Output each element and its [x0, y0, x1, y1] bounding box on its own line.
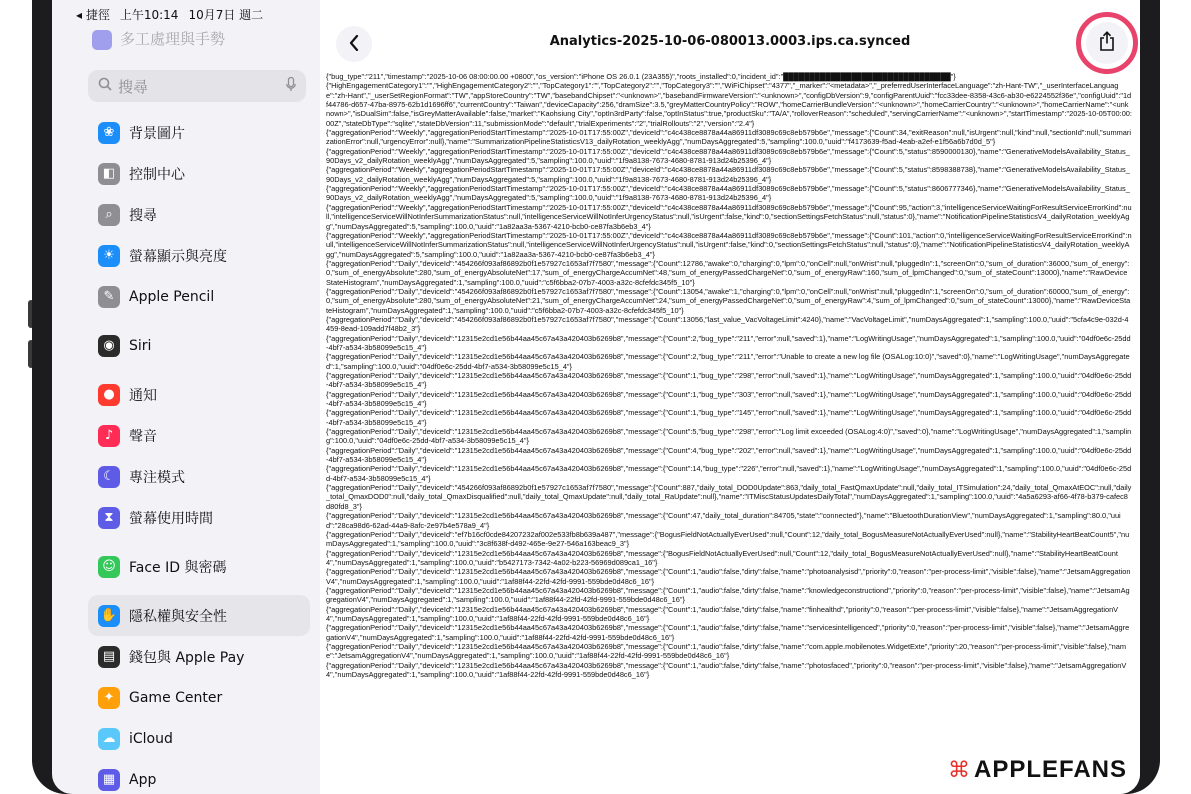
pencil-icon: ✎	[98, 286, 120, 308]
sidebar-item-face-id[interactable]	[88, 546, 310, 587]
log-line: {"aggregationPeriod":"Daily","deviceId":"12315e2cd1e56b44aa45c67a43a420403b6269b8","message":{"Count":1,"audio":false,"dirty":false,"name":"com.apple.mobilenotes.WidgetExte","priority":20,"reason":"per-process-limit","visible":false},"name":"JetsamAggregationV4","numDaysAggregated":1,"sampling":100.0,"uuid":"1af88f44-22fd-42fd-9991-559bde0d48c6_16"}	[326, 641, 1127, 661]
share-highlight-ring	[1076, 12, 1138, 74]
sidebar-item-notifications[interactable]	[88, 374, 310, 415]
sidebar-item-label: 螢幕顯示與亮度	[129, 248, 227, 265]
search-icon: ⌕	[98, 204, 120, 226]
log-line: {"aggregationPeriod":"Daily","deviceId":"12315e2cd1e56b44aa45c67a43a420403b6269b8","message":{"Count":1,"audio":false,"dirty":false,"name":"photoanalysisd","priority":0,"reason":"per-process-limit","visible":false},"name":"JetsamAggregationV4","numDaysAggregated":1,"sampling":100.0,"uuid":"1af88f44-22fd-42fd-9991-559bde0d48c6_16"}	[326, 567, 1131, 586]
watermark	[942, 754, 1133, 786]
log-line: {"aggregationPeriod":"Daily","deviceId":"12315e2cd1e56b44aa45c67a43a420403b6269b8","message":{"Count":2,"bug_type":"211","error":"Unable to create a new log file (OSALog:10:0)","saved":0},"name":"LogWritingUsage","numDaysAggregated":1,"sampling":100.0,"uuid":"04df0e6c-25dd-4bf7-a534-3b58099e5c15_4"}	[326, 352, 1130, 371]
search-placeholder: 搜尋	[118, 77, 149, 96]
sidebar-item-label: 搜尋	[129, 207, 157, 224]
sidebar-group-gap	[88, 317, 310, 325]
sidebar-item-label: 隱私權與安全性	[129, 608, 227, 625]
log-line: {"aggregationPeriod":"Daily","deviceId":"12315e2cd1e56b44aa45c67a43a420403b6269b8","message":{"Count":1,"bug_type":"298","error":null,"saved":1},"name":"LogWritingUsage","numDaysAggregated":1,"sampling":100.0,"uuid":"04df0e6c-25dd-4bf7-a534-3b58099e5c15_4"}	[326, 371, 1132, 390]
settings-menu	[88, 112, 310, 794]
sidebar-item-label: iCloud	[129, 730, 173, 747]
sidebar-item-label: 錢包與 Apple Pay	[129, 649, 245, 666]
sound-icon: ♪	[98, 425, 120, 447]
sidebar-item-icloud[interactable]	[88, 718, 310, 759]
control-center-icon: ◧	[98, 163, 120, 185]
sidebar-item-sound[interactable]	[88, 415, 310, 456]
microphone-icon[interactable]	[286, 77, 296, 96]
privacy-hand-icon: ✋	[98, 605, 120, 627]
log-line: {"aggregationPeriod":"Daily","deviceId":"12315e2cd1e56b44aa45c67a43a420403b6269b8","message":{"Count":47,"daily_total_duration":84705,"state":"connected"},"name":"BluetoothDurationView","numDaysAggregated":1,"sampling":80.0,"uuid":"28ca98d6-62ad-44a9-8afc-2e97b4e578a9_4"}	[326, 511, 1121, 530]
log-line: {"aggregationPeriod":"Daily","deviceId":"12315e2cd1e56b44aa45c67a43a420403b6269b8","message":{"Count":4,"bug_type":"202","error":null,"saved":1},"name":"LogWritingUsage","numDaysAggregated":1,"sampling":100.0,"uuid":"04df0e6c-25dd-4bf7-a534-3b58099e5c15_4"}	[326, 445, 1132, 465]
back-to-app-link[interactable]: ◂ 捷徑	[76, 8, 110, 22]
page-title: Analytics-2025-10-06-080013.0003.ips.ca.synced	[549, 34, 911, 49]
sidebar-item-wallpaper[interactable]	[88, 112, 310, 153]
log-line: {"aggregationPeriod":"Daily","deviceId":"454266f093af86892b0f1e57927c1653af7f7580","message":{"Count":12786,"awake":0,"charging":0,"lpm":0,"onCell":null,"onWrist":null,"pluggedIn":1,"screenOn":0,"sum_of_duration":36000,"sum_of_energy":0,"sum_of_energyAbsolute":280,"sum_of_energyAbsoluteNet":17,"sum_of_energyChargeAccumNet":48,"sum_of_energyPassedChargeNet":0,"sum_of_energyRaw":160,"sum_of_lpmChanged":0,"sum_of_stateCount":13000},"name":"RawDeviceStateHistogram","numDaysAggregated":1,"sampling":100.0,"uuid":"c5f6bba2-07b7-4003-a32c-8cfefdc345f5_10"}	[326, 258, 1130, 287]
sidebar-item-label: App	[129, 771, 157, 788]
notifications-icon: ●	[98, 384, 120, 406]
sidebar-item-focus[interactable]	[88, 456, 310, 497]
focus-icon: ☾	[98, 466, 120, 488]
sidebar-item-screen-time[interactable]	[88, 497, 310, 538]
search-icon	[98, 77, 112, 95]
log-line: {"aggregationPeriod":"Weekly","aggregationPeriodStartTimestamp":"2025-10-01T17:55:00Z","deviceId":"c4c438ce8878a44a86911df3089c69c8eb579b6e","message":{"Count":5,"status":8598388738},"name":"GenerativeModelsAvailability_Status_90Days_v2_dailyRotation_weeklyAgg","numDaysAggregated":5,"sampling":100.0,"uuid":"1f9a8138-7673-4680-8781-913d24b25396_4"}	[326, 165, 1130, 184]
wallpaper-icon: ❀	[98, 122, 120, 144]
sidebar-item-label: Siri	[129, 337, 152, 354]
sidebar-item-game-center[interactable]	[88, 677, 310, 718]
log-line: {"aggregationPeriod":"Daily","deviceId":"12315e2cd1e56b44aa45c67a43a420403b6269b8","message":{"Count":1,"audio":false,"dirty":false,"name":"servicesintelligenced","priority":0,"reason":"per-process-limit","visible":false},"name":"JetsamAggregationV4","numDaysAggregated":1,"sampling":100.0,"uuid":"1af88f44-22fd-42fd-9991-559bde0d48c6_16"}	[326, 623, 1130, 642]
log-line: {"aggregationPeriod":"Weekly","aggregationPeriodStartTimestamp":"2025-10-01T17:55:00Z","deviceId":"c4c438ce8878a44a86911df3089c69c8eb579b6e","message":{"Count":5,"status":8606777346},"name":"GenerativeModelsAvailability_Status_90Days_v2_dailyRotation_weeklyAgg","numDaysAggregated":5,"sampling":100.0,"uuid":"1f9a8138-7673-4680-8781-913d24b25396_4"}	[326, 184, 1130, 203]
sidebar-item-search[interactable]	[88, 194, 310, 235]
sidebar-item-label: Face ID 與密碼	[129, 559, 227, 576]
sidebar-item-privacy-hand[interactable]	[88, 595, 310, 636]
sidebar-group-gap	[88, 538, 310, 546]
log-line: {"aggregationPeriod":"Daily","deviceId":"12315e2cd1e56b44aa45c67a43a420403b6269b8","message":{"Count":14,"bug_type":"226","error":null,"saved":1},"name":"LogWritingUsage","numDaysAggregated":1,"sampling":100.0,"uuid":"04df0e6c-25dd-4bf7-a534-3b58099e5c15_4"}	[326, 464, 1132, 483]
log-line: {"aggregationPeriod":"Daily","deviceId":"12315e2cd1e56b44aa45c67a43a420403b6269b8","message":{"Count":1,"audio":false,"dirty":false,"name":"photosfaced","priority":0,"reason":"per-process-limit","visible":false},"name":"JetsamAggregationV4","numDaysAggregated":1,"sampling":100.0,"uuid":"1af88f44-22fd-42fd-9991-559bde0d48c6_16"}	[326, 660, 1127, 679]
sidebar-item-label: 通知	[129, 387, 157, 404]
log-line: {"aggregationPeriod":"Daily","deviceId":"12315e2cd1e56b44aa45c67a43a420403b6269b8","message":{"Count":2,"bug_type":"211","error":null,"saved":1},"name":"LogWritingUsage","numDaysAggregated":1,"sampling":100.0,"uuid":"04df0e6c-25dd-4bf7-a534-3b58099e5c15_4"}	[326, 333, 1131, 352]
sidebar-item-label: 專注模式	[129, 469, 185, 486]
log-line: {"aggregationPeriod":"Weekly","aggregationPeriodStartTimestamp":"2025-10-01T17:55:00Z","deviceId":"c4c438ce8878a44a86911df3089c69c8eb579b6e","message":{"Count":34,"exitReason":null,"isUrgent":null,"kind":null,"sectionId":null,"summarizationError":null,"urgencyError":null},"name":"SummarizationPipelineStatisticsV13_dailyRotation_weeklyAgg","numDaysAggregated":5,"sampling":100.0,"uuid":"f4173639-f5ad-4eab-a2ef-e1f56a6b7d0d_5"}	[326, 128, 1131, 147]
back-button[interactable]	[336, 26, 372, 62]
sidebar-item-label: Game Center	[129, 689, 223, 706]
brightness-icon: ☀	[98, 245, 120, 267]
search-field[interactable]	[88, 70, 306, 102]
share-icon	[1099, 31, 1115, 55]
log-line: {"aggregationPeriod":"Daily","deviceId":"454266f093af86892b0f1e57927c1653af7f7580","message":{"Count":13056,"last_value_VacVoltageLimit":4240},"name":"VacVoltageLimit","numDaysAggregated":1,"sampling":100.0,"uuid":"5cfa4c9e-032d-4459-8ead-109add7f48b2_3"}	[326, 314, 1129, 334]
log-content	[326, 72, 1132, 794]
sidebar-item-apps[interactable]	[88, 759, 310, 794]
apps-icon: ▦	[98, 769, 120, 791]
sidebar-item-label: 聲音	[129, 428, 157, 445]
screen	[52, 0, 1140, 794]
navigation-bar	[320, 22, 1140, 66]
log-line: {"aggregationPeriod":"Weekly","aggregationPeriodStartTimestamp":"2025-10-01T17:55:00Z","deviceId":"c4c438ce8878a44a86911df3089c69c8eb579b6e","message":{"Count":5,"status":8590000130},"name":"GenerativeModelsAvailability_Status_90Days_v2_dailyRotation_weeklyAgg","numDaysAggregated":5,"sampling":100.0,"uuid":"1f9a8138-7673-4680-8781-913d24b25396_4"}	[326, 146, 1130, 166]
chevron-left-icon	[349, 32, 359, 56]
sidebar-item-label: 控制中心	[129, 166, 185, 183]
siri-icon: ◉	[98, 335, 120, 357]
sidebar-item-label: 多工處理與手勢	[120, 30, 226, 48]
game-center-icon: ✦	[98, 687, 120, 709]
log-line: {"aggregationPeriod":"Daily","deviceId":"12315e2cd1e56b44aa45c67a43a420403b6269b8","message":{"Count":5,"bug_type":"298","error":"Log limit exceeded (OSALog:4:0)","saved":0},"name":"LogWritingUsage","numDaysAggregated":1,"sampling":100.0,"uuid":"04df0e6c-25dd-4bf7-a534-3b58099e5c15_4"}	[326, 427, 1132, 446]
sidebar-item-label: 背景圖片	[129, 125, 185, 142]
log-line: {"aggregationPeriod":"Daily","deviceId":"454266f093af86892b0f1e57927c1653af7f7580","message":{"Count":13054,"awake":1,"charging":0,"lpm":0,"onCell":null,"onWrist":null,"pluggedIn":1,"screenOn":0,"sum_of_duration":60000,"sum_of_energy":0,"sum_of_energyAbsolute":280,"sum_of_energyAbsoluteNet":21,"sum_of_energyChargeAccumNet":24,"sum_of_energyPassedChargeNet":0,"sum_of_energyRaw":4,"sum_of_lpmChanged":0,"sum_of_stateCount":13000},"name":"RawDeviceStateHistogram","numDaysAggregated":1,"sampling":100.0,"uuid":"c5f6bba2-07b7-4003-a32c-8cfefdc345f5_10"}	[326, 286, 1131, 315]
log-line: {"aggregationPeriod":"Daily","deviceId":"454266f093af86892b0f1e57927c1653af7f7580","message":{"Count":887,"daily_total_DOD0Update":863,"daily_total_FastQmaxUpdate":null,"daily_total_ITSimulation":24,"daily_total_QmaxAtEOC":null,"daily_total_QmaxDOD0":null,"daily_total_QmaxDisqualified":null,"daily_total_QmaxUpdate":null,"daily_total_RaUpdate":null},"name":"ITMiscStatusUpdatesDailyTotal","numDaysAggregated":1,"sampling":100.0,"uuid":"4a5a6293-af66-4f78-b379-cafec8d80fd8_3"}	[326, 483, 1132, 511]
sidebar-item-label: 螢幕使用時間	[129, 510, 213, 527]
detail-pane	[320, 0, 1140, 794]
log-line: {"aggregationPeriod":"Weekly","aggregationPeriodStartTimestamp":"2025-10-01T17:55:00Z","deviceId":"c4c438ce8878a44a86911df3089c69c8eb579b6e","message":{"Count":95,"action":3,"intelligenceServiceWaitingForResultServiceErrorKind":null,"intelligenceServiceWillNotInferSummarizationStatus":null,"intelligenceServiceWillNotInferUrgencyStatus":null,"isUrgent":false,"kind":0,"sectionSettingsFetchStatus":null,"status":0},"name":"NotificationPipelineStatisticsV4_dailyRotation_weeklyAgg","numDaysAggregated":5,"sampling":100.0,"uuid":"1a82aa3a-5367-4210-bcb0-ce87fa3b6eb3_4"}	[326, 202, 1132, 231]
sidebar-item-brightness[interactable]	[88, 235, 310, 276]
log-line: {"bug_type":"211","timestamp":"2025-10-06 08:00:00.00 +0800","os_version":"iPhone OS 26.0.1 (23A355)","roots_installed":0,"incident_id":"████████████████████████████████"}	[326, 72, 956, 81]
log-line: {"aggregationPeriod":"Daily","deviceId":"12315e2cd1e56b44aa45c67a43a420403b6269b8","message":{"Count":1,"bug_type":"303","error":null,"saved":1},"name":"LogWritingUsage","numDaysAggregated":1,"sampling":100.0,"uuid":"04df0e6c-25dd-4bf7-a534-3b58099e5c15_4"}	[326, 389, 1132, 409]
log-line: {"aggregationPeriod":"Daily","deviceId":"12315e2cd1e56b44aa45c67a43a420403b6269b8","message":{"Count":1,"audio":false,"dirty":false,"name":"knowledgeconstructiond","priority":0,"reason":"per-process-limit","visible":false},"name":"JetsamAggregationV4","numDaysAggregated":1,"sampling":100.0,"uuid":"1af88f44-22fd-42fd-9991-559bde0d48c6_16"}	[326, 585, 1130, 605]
face-id-icon: ☺	[98, 556, 120, 578]
icloud-icon: ☁	[98, 728, 120, 750]
sidebar-item-siri[interactable]	[88, 325, 310, 366]
log-line: {"aggregationPeriod":"Daily","deviceId":"12315e2cd1e56b44aa45c67a43a420403b6269b8","message":{"BogusFieldNotActuallyEverUsed":null,"Count":12,"daily_total_BogusMeasureNotActuallyEverUsed":null},"name":"StabilityHeartBeatCount4","numDaysAggregated":1,"sampling":100.0,"uuid":"b5427173-7342-4a02-b223-56969d089ca1_16"}	[326, 548, 1118, 567]
log-line: {"HighEngagementCategory1":"","HighEngagementCategory2":"","TopCategory1":"","TopCategory2":"","TopCategory3":"","WiFiChipset":"4377","_marker":"<metadata>","_preferredUserInterfaceLanguage":"zh-Hant-TW","_userInterfaceLanguage":"zh-Hant","_userSetRegionFormat":"TW","appStoreCountry":"TW","basebandChipset":"<unknown>","basebandFirmwareVersion":"<unknown>","configDbVersion":9,"configParentUuid":"fcc33dee-8358-43c6-ab30-e6224552f36e","configUuid":"1df44786-d657-47ba-8975-62b1d1696ff6","currentCountry":"Taiwan","deviceCapacity":256,"dramSize":3.5,"greyMatterCountryPolicy":"ROW","homeCarrierBundleVersion":"<unknown>","homeCarrierCountry":"<unknown>","homeCarrierName":"<unknown>","isDualSim":false,"isGreyMatterAvailable":false,"market":"Kaohsiung City","optIn3rdParty":false,"optInStatus":true,"productSku":"TA/A","rolloverReason":"scheduled","servingCarrierName":"<unknown>","startTimestamp":"2025-10-05T00:00:00Z","stateDbType":"sqlite","stateDbVersion":11,"submissionMode":"default","trialExperiments":"2","trialRollouts":"2","version":"2.4"}	[326, 81, 1132, 128]
log-line: {"aggregationPeriod":"Daily","deviceId":"12315e2cd1e56b44aa45c67a43a420403b6269b8","message":{"Count":1,"audio":false,"dirty":false,"name":"finhealthd","priority":0,"reason":"per-process-limit","visible":false},"name":"JetsamAggregationV4","numDaysAggregated":1,"sampling":100.0,"uuid":"1af88f44-22fd-42fd-9991-559bde0d48c6_16"}	[326, 604, 1119, 623]
sidebar-item-multitasking[interactable]	[92, 28, 225, 62]
clover-logo-icon: ⌘	[948, 757, 970, 783]
log-line: {"aggregationPeriod":"Weekly","aggregationPeriodStartTimestamp":"2025-10-01T17:55:00Z","deviceId":"c4c438ce8878a44a86911df3089c69c8eb579b6e","message":{"Count":101,"action":0,"intelligenceServiceWaitingForResultServiceErrorKind":null,"intelligenceServiceWillNotInferSummarizationStatus":null,"intelligenceServiceWillNotInferUrgencyStatus":null,"isUrgent":false,"kind":0,"sectionSettingsFetchStatus":null,"status":0},"name":"NotificationPipelineStatisticsV4_dailyRotation_weeklyAgg","numDaysAggregated":5,"sampling":100.0,"uuid":"1a82aa3a-5367-4210-bcb0-ce87fa3b6eb3_4"}	[326, 230, 1132, 259]
sidebar-group-gap	[88, 587, 310, 595]
sidebar-item-wallet[interactable]	[88, 636, 310, 677]
sidebar-group-gap	[88, 366, 310, 374]
share-button[interactable]	[1086, 22, 1128, 64]
log-line: {"aggregationPeriod":"Daily","deviceId":"12315e2cd1e56b44aa45c67a43a420403b6269b8","message":{"Count":1,"bug_type":"145","error":null,"saved":1},"name":"LogWritingUsage","numDaysAggregated":1,"sampling":100.0,"uuid":"04df0e6c-25dd-4bf7-a534-3b58099e5c15_4"}	[326, 408, 1132, 427]
screen-time-icon: ⧗	[98, 507, 120, 529]
sidebar-item-control-center[interactable]	[88, 153, 310, 194]
multitasking-icon	[92, 30, 112, 50]
settings-sidebar	[72, 28, 320, 794]
wallet-icon: ▤	[98, 646, 120, 668]
status-time: 上午10:14	[119, 8, 179, 22]
status-date: 10月7日 週二	[188, 8, 264, 22]
sidebar-item-label: Apple Pencil	[129, 288, 215, 305]
log-line: {"aggregationPeriod":"Daily","deviceId":"ef7b16cf0cde84207232af002e533fb8b639a487","message":{"BogusFieldNotActuallyEverUsed":null,"Count":12,"daily_total_BogusMeasureNotActuallyEverUsed":null},"name":"StabilityHeartBeatCount5","numDaysAggregated":1,"sampling":100.0,"uuid":"3c8f638f-d492-465e-9e27-546a163beac9_3"}	[326, 529, 1130, 549]
watermark-brand: APPLEFANS	[974, 756, 1128, 783]
sidebar-item-pencil[interactable]	[88, 276, 310, 317]
